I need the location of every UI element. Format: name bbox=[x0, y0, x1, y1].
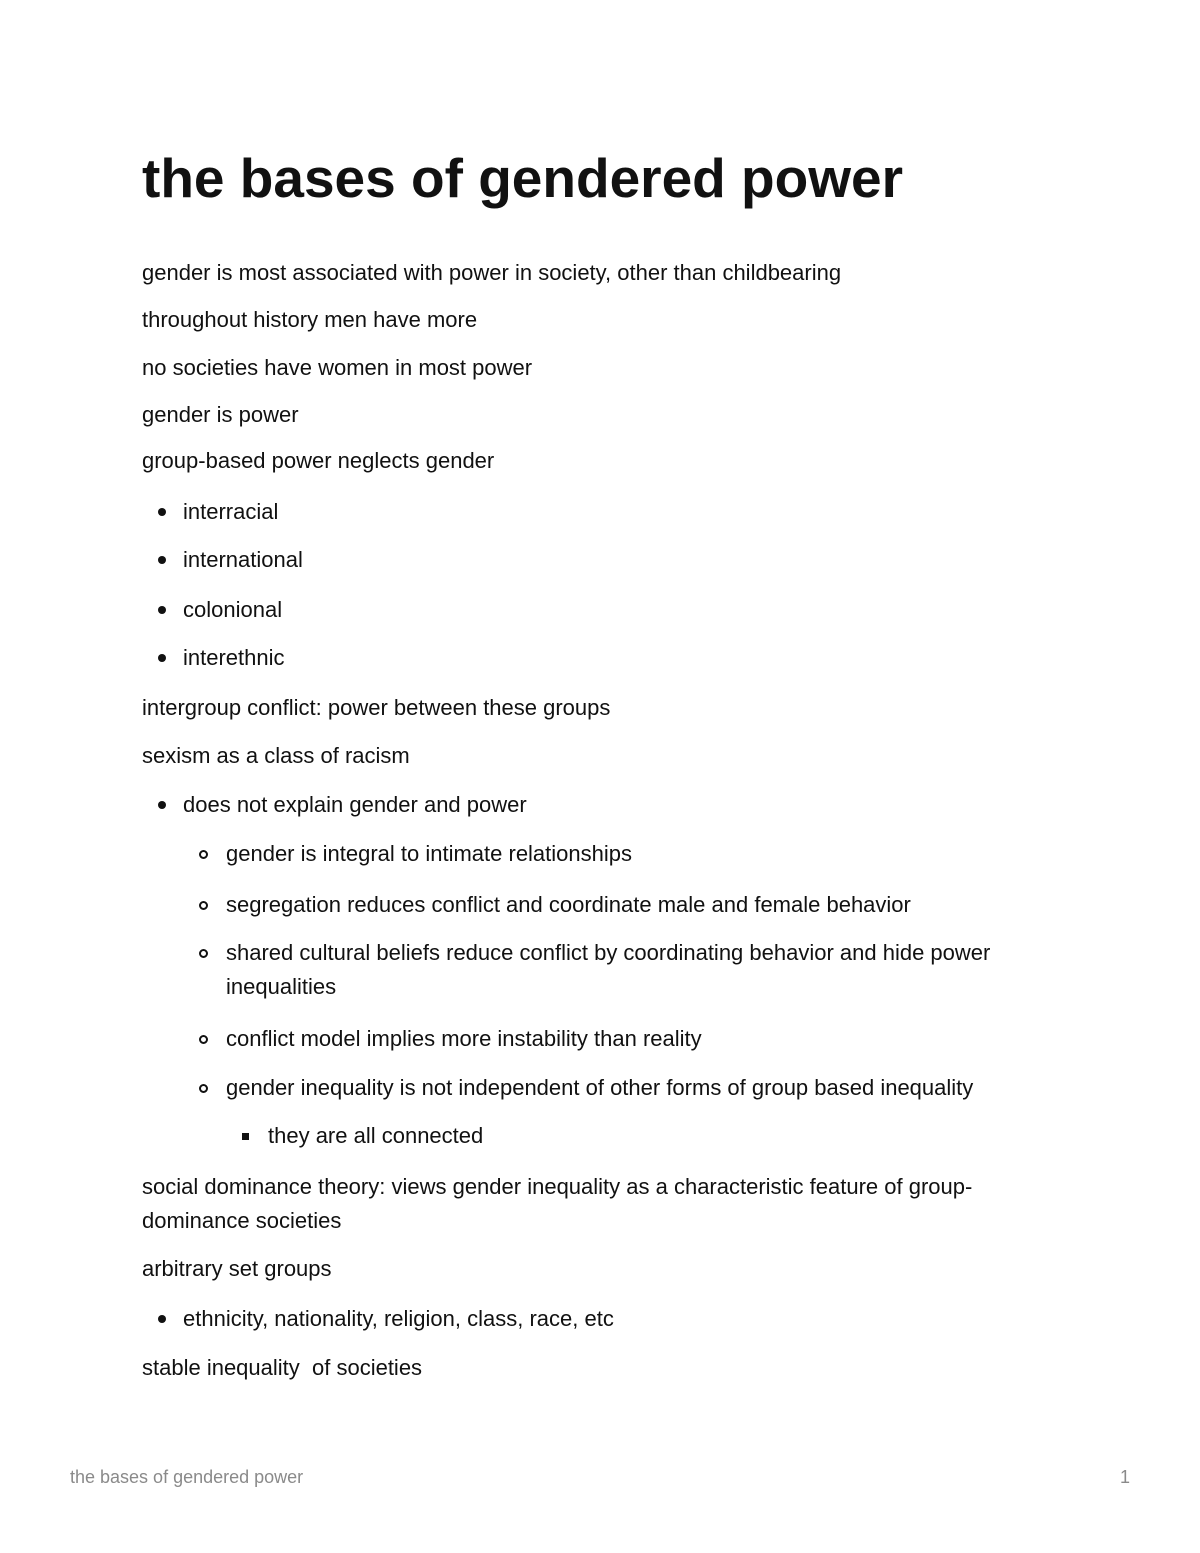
footer-document-title: the bases of gendered power bbox=[70, 1467, 304, 1487]
footer-page-number: 1 bbox=[1119, 1467, 1130, 1487]
paragraph: group-based power neglects gender bbox=[142, 448, 495, 473]
sub-sub-list-item: they are all connected bbox=[268, 1123, 484, 1148]
sub-list-item: gender is integral to intimate relationships bbox=[226, 841, 633, 866]
list-item: interethnic bbox=[183, 645, 285, 670]
bullet-circle-icon bbox=[199, 850, 208, 859]
paragraph: sexism as a class of racism bbox=[142, 743, 410, 768]
paragraph: gender is most associated with power in society, other than childbearing bbox=[142, 260, 842, 285]
bullet-disc-icon bbox=[158, 556, 166, 564]
bullet-disc-icon bbox=[158, 508, 166, 516]
list-item: interracial bbox=[183, 499, 279, 524]
page-title: the bases of gendered power bbox=[142, 147, 904, 209]
sub-list-item: conflict model implies more instability than reality bbox=[226, 1026, 702, 1051]
paragraph: arbitrary set groups bbox=[142, 1256, 332, 1281]
bullet-circle-icon bbox=[199, 901, 208, 910]
paragraph: no societies have women in most power bbox=[142, 355, 533, 380]
bullet-circle-icon bbox=[199, 949, 208, 958]
bullet-square-icon bbox=[242, 1133, 249, 1140]
sub-list-item: segregation reduces conflict and coordinate male and female behavior bbox=[226, 892, 911, 917]
paragraph: social dominance theory: views gender inequality as a characteristic feature of group-dominance societies bbox=[142, 1174, 973, 1233]
paragraph: throughout history men have more bbox=[142, 307, 478, 332]
bullet-disc-icon bbox=[158, 654, 166, 662]
sub-list-item: shared cultural beliefs reduce conflict by coordinating behavior and hide power inequalities bbox=[226, 940, 991, 999]
bullet-circle-icon bbox=[199, 1084, 208, 1093]
list-item: international bbox=[183, 547, 303, 572]
bullet-disc-icon bbox=[158, 801, 166, 809]
list-item: colonional bbox=[183, 597, 283, 622]
bullet-circle-icon bbox=[199, 1035, 208, 1044]
list-item: ethnicity, nationality, religion, class, race, etc bbox=[183, 1306, 614, 1331]
bullet-disc-icon bbox=[158, 606, 166, 614]
paragraph: gender is power bbox=[142, 402, 299, 427]
bullet-disc-icon bbox=[158, 1315, 166, 1323]
list-item: does not explain gender and power bbox=[183, 792, 527, 817]
sub-list-item: gender inequality is not independent of other forms of group based inequality bbox=[226, 1075, 974, 1100]
paragraph: stable inequality of societies bbox=[142, 1355, 423, 1380]
paragraph: intergroup conflict: power between these groups bbox=[142, 695, 611, 720]
